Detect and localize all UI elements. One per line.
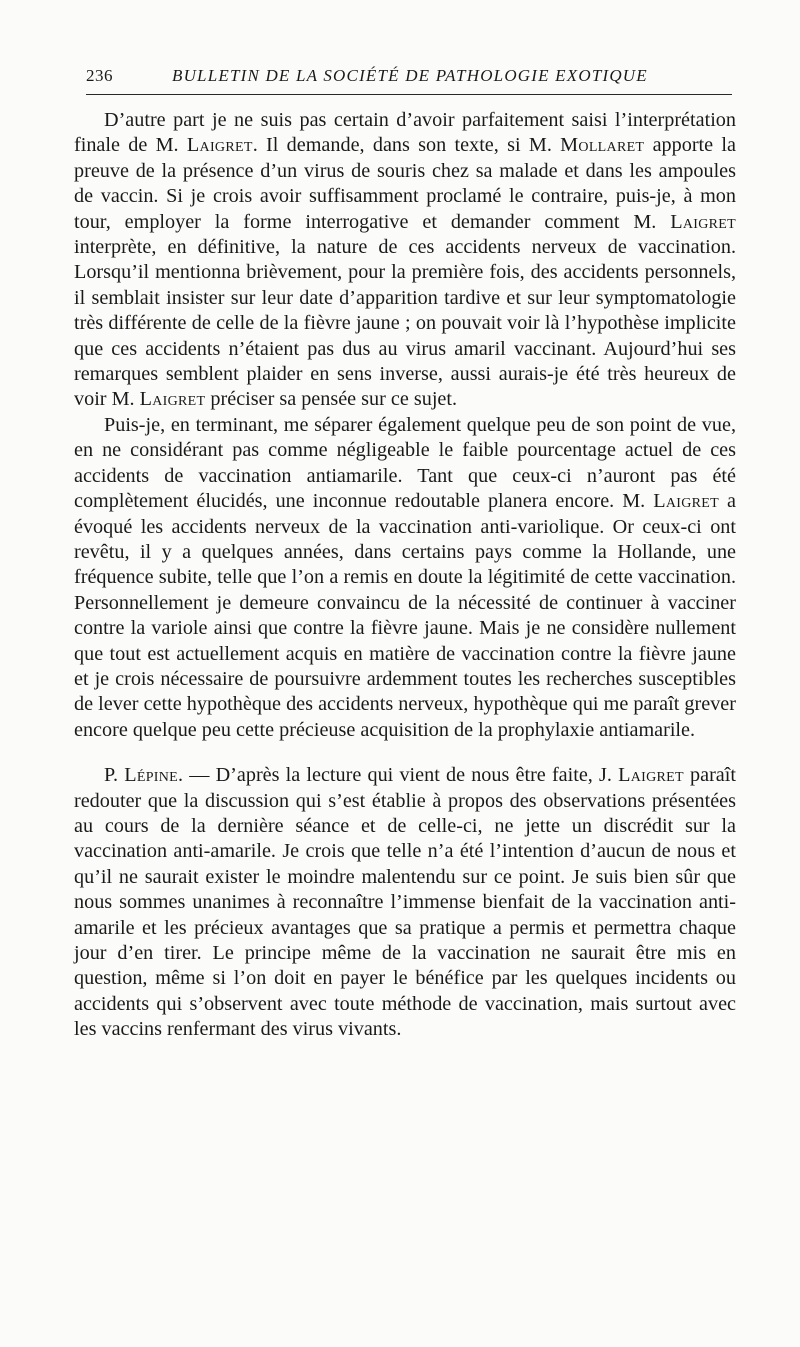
page-number: 236 [86, 66, 113, 85]
author-name: Lépine [124, 764, 179, 787]
text-run: Puis-je, en terminant, me séparer également quelque peu de son point de vue, en ne considérant pas comme négligeable le faible pourcentage actuel de ces accidents de vaccination antiamarile. Tant que ceux-ci n’auront pas été complètement élucidés, une inconnue redoutable planera encore. M. [74, 413, 736, 513]
author-name: Laigret [653, 490, 720, 513]
text-run: P. [104, 764, 125, 787]
body-text [74, 108, 736, 1043]
paragraph [74, 763, 736, 1042]
author-name: Laigret [670, 210, 736, 233]
paragraph [74, 108, 736, 413]
page-header [86, 64, 732, 100]
paragraph [74, 413, 736, 743]
text-run: interprète, en définitive, la nature de ces accidents nerveux de vaccination. Lorsqu’il mentionna brièvement, pour la première fois, des accidents personnels, il semblait insister sur leur date d’apparition tardive et sur leur symptomatologie très différente de celle de la fièvre jaune ; on pouvait voir là l’hypothèse implicite que ces accidents n’étaient pas dus au virus amaril vaccinant. Aujourd’hui ses remarques semblent plaider en sens inverse, aussi aurais-je été très heureux de voir M. [74, 236, 736, 411]
text-run: . — D’après la lecture qui vient de nous être faite, J. [178, 764, 619, 787]
header-rule [86, 94, 732, 95]
author-name: Laigret [618, 764, 684, 787]
text-run: apporte la preuve de la présence d’un virus de souris chez sa malade et dans les ampoules de vaccin. Si je crois avoir suffisamment proclamé le contraire, puis-je, à mon tour, employer la forme interrogative et demander comment M. [74, 134, 736, 233]
author-name: Laigret [186, 134, 253, 157]
text-run: préciser sa pensée sur ce sujet. [205, 388, 458, 411]
text-run: paraît redouter que la discussion qui s’est établie à propos des observations présentées au cours de la dernière séance et de celle-ci, ne jette un discrédit sur la vaccination anti-amarile. Je crois que telle n’a été l’intention d’aucun de nous et qu’il ne saurait exister le moindre malentendu sur ce point. Je suis bien sûr que nous sommes unanimes à reconnaître l’immense bienfait de la vaccination anti-amarile et les précieux avantages que sa pratique a permis et permettra chaque jour d’en tirer. Le principe même de la vaccination ne saurait être mis en question, même si l’on doit en payer le bénéfice par les quelques incidents ou accidents qui s’observent avec toute méthode de vaccination, mais surtout avec les vaccins renfermant des virus vivants. [74, 764, 736, 1041]
author-name: Mollaret [560, 134, 645, 157]
text-run: a évoqué les accidents nerveux de la vaccination anti-variolique. Or ceux-ci ont revêtu, il y a quelques années, dans certains pays comme la Hollande, une fréquence subite, telle que l’on a remis en doute la légitimité de cette vaccination. Personnellement je demeure convaincu de la nécessité de continuer à vacciner contre la variole ainsi que contre la fièvre jaune. Mais je ne considère nullement que tout est actuellement acquis en matière de vaccination contre la fièvre jaune et je crois nécessaire de poursuivre ardemment toutes les recherches susceptibles de lever cette hypothèque des accidents nerveux, hypothèque qui me paraît grever encore quelque peu cette précieuse acquisition de la prophylaxie antiamarile. [74, 490, 736, 741]
text-run: . Il demande, dans son texte, si M. [252, 134, 561, 157]
running-title: BULLETIN DE LA SOCIÉTÉ DE PATHOLOGIE EXOTIQUE [172, 66, 648, 85]
text-run: D’autre part je ne suis pas certain d’avoir parfaitement saisi l’interprétation finale de M. [74, 109, 736, 157]
author-name: Laigret [139, 388, 206, 411]
